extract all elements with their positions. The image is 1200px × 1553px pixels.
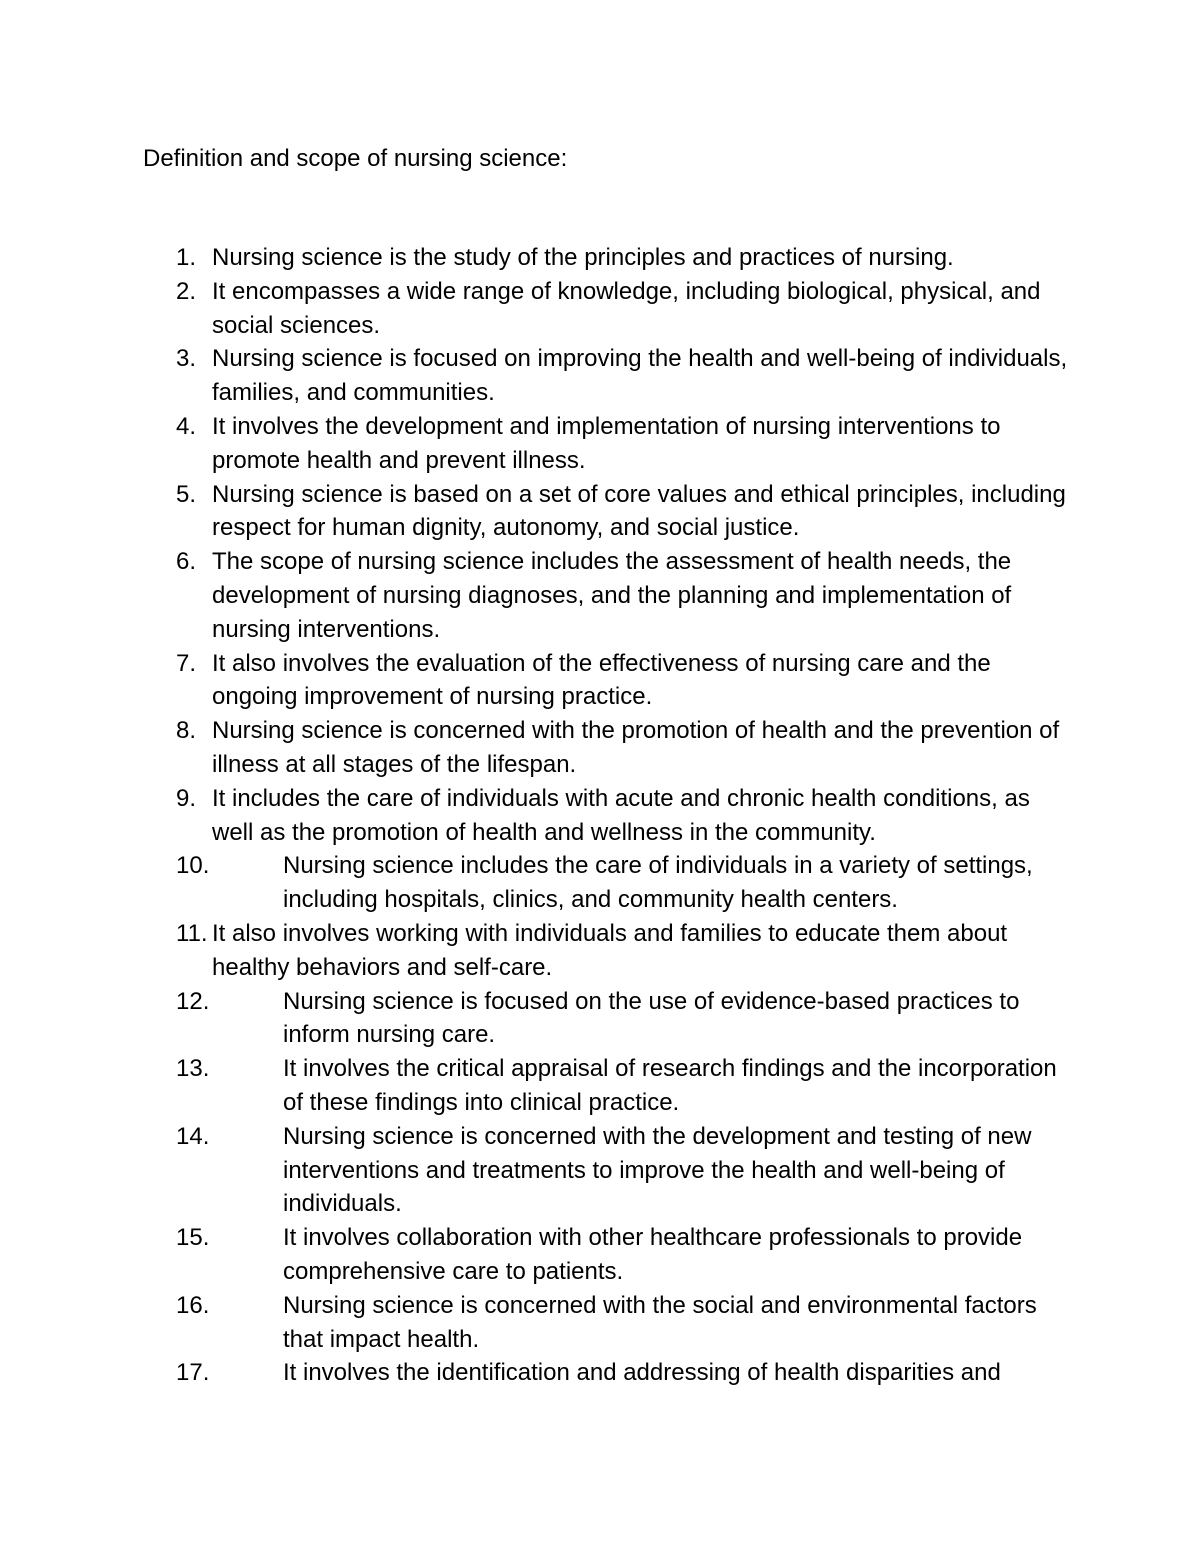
list-item	[0, 647, 1072, 715]
list-number: 2.	[176, 277, 197, 305]
list-text: Nursing science includes the care of individuals in a variety of settings, including hospitals, clinics, and community health centers.	[283, 852, 1033, 914]
list-number: 4.	[176, 412, 197, 440]
numbered-list	[0, 241, 1200, 1390]
list-item	[0, 985, 1072, 1053]
list-text: Nursing science is concerned with the promotion of health and the prevention of illness at all stages of the lifespan.	[212, 717, 1060, 778]
list-text: It encompasses a wide range of knowledge, including biological, physical, and social sciences.	[212, 277, 1041, 339]
list-item	[0, 275, 1072, 343]
list-item	[0, 782, 1072, 850]
list-item	[0, 478, 1072, 546]
list-number: 10.	[176, 852, 210, 880]
list-text: It also involves working with individuals and families to educate them about healthy behaviors and self-care.	[212, 919, 1008, 981]
list-text: The scope of nursing science includes the assessment of health needs, the development of nursing diagnoses, and the planning and implementation of nursing interventions.	[212, 548, 1012, 643]
list-text: Nursing science is concerned with the social and environmental factors that impact health.	[283, 1291, 1037, 1353]
list-item	[0, 410, 1072, 478]
list-number: 7.	[176, 649, 197, 677]
list-number: 1.	[176, 244, 197, 271]
list-item	[0, 1221, 1072, 1289]
list-item	[0, 545, 1072, 646]
list-number: 11.	[176, 919, 208, 947]
list-item	[0, 1052, 1072, 1120]
list-number: 6.	[176, 548, 197, 576]
list-number: 9.	[176, 784, 197, 812]
list-text: Nursing science is the study of the principles and practices of nursing.	[212, 244, 954, 271]
list-number: 16.	[176, 1291, 210, 1319]
list-item	[0, 1120, 1072, 1221]
list-text: Nursing science is focused on the use of evidence-based practices to inform nursing care.	[283, 987, 1020, 1049]
list-text: It also involves the evaluation of the effectiveness of nursing care and the ongoing improvement of nursing practice.	[212, 649, 991, 711]
list-text: It involves the critical appraisal of research findings and the incorporation of these findings into clinical practice.	[283, 1055, 1057, 1116]
page-title: Definition and scope of nursing science:	[143, 145, 568, 172]
list-text: It involves collaboration with other healthcare professionals to provide comprehensive care to patients.	[283, 1224, 1023, 1285]
list-text: Nursing science is focused on improving the health and well-being of individuals, families, and communities.	[212, 345, 1068, 407]
list-number: 14.	[176, 1122, 210, 1150]
list-text: It involves the identification and addressing of health disparities and	[283, 1359, 1001, 1387]
list-item	[0, 1289, 1072, 1357]
list-number: 15.	[176, 1224, 210, 1252]
list-number: 17.	[176, 1359, 210, 1387]
list-number: 13.	[176, 1055, 210, 1083]
list-item	[0, 917, 1072, 985]
list-item	[0, 241, 1072, 275]
list-number: 5.	[176, 480, 197, 508]
list-text: It includes the care of individuals with acute and chronic health conditions, as well as the promotion of health and wellness in the community.	[212, 784, 1030, 846]
list-text: Nursing science is based on a set of core values and ethical principles, including respect for human dignity, autonomy, and social justice.	[212, 480, 1066, 542]
list-item	[0, 714, 1072, 782]
list-text: It involves the development and implementation of nursing interventions to promote health and prevent illness.	[212, 412, 1001, 474]
list-item	[0, 1356, 1072, 1390]
list-number: 8.	[176, 717, 197, 745]
list-number: 12.	[176, 987, 210, 1015]
list-number: 3.	[176, 345, 197, 373]
list-item	[0, 342, 1072, 410]
list-text: Nursing science is concerned with the development and testing of new interventions and treatments to improve the health and well-being of individuals.	[283, 1122, 1032, 1218]
list-item	[0, 849, 1072, 917]
